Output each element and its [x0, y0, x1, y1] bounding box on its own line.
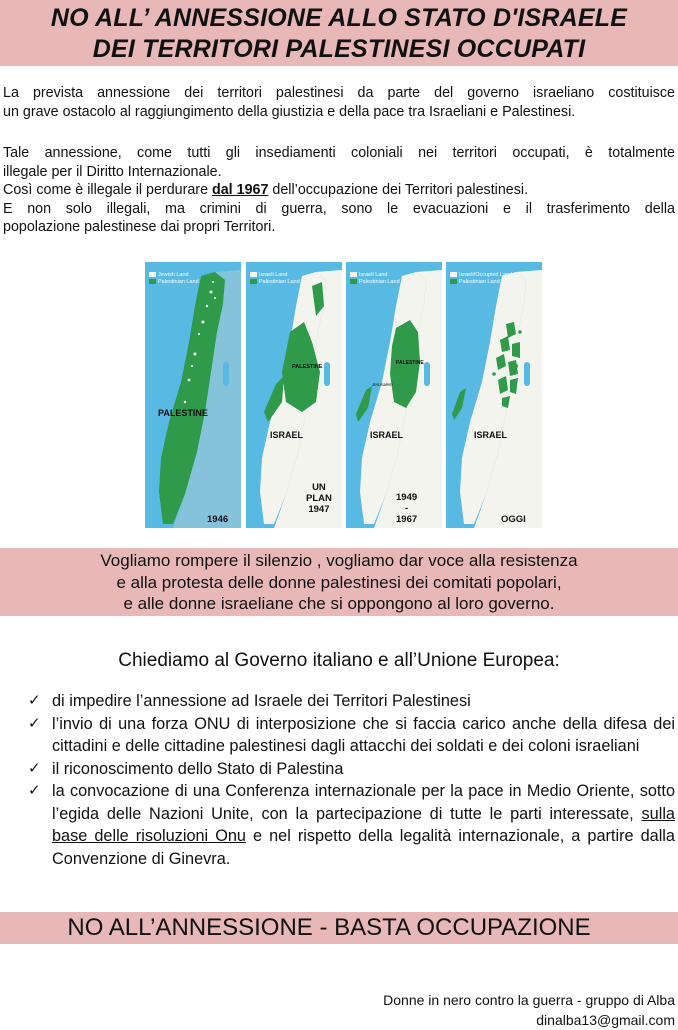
title-line-1: NO ALL’ ANNESSIONE ALLO STATO D'ISRAELE	[50, 4, 628, 32]
footer	[383, 990, 675, 1030]
demand-text: di impedire l’annessione ad Israele dei Territori Palestinesi	[52, 692, 471, 710]
demands-list	[0, 690, 678, 870]
checkmark-icon: ✓	[28, 714, 41, 732]
year-line: 1947	[308, 504, 330, 515]
legend-swatch-light	[149, 272, 156, 277]
legend-item	[149, 279, 199, 286]
legend-swatch-light	[350, 272, 357, 277]
legend-item	[149, 272, 199, 279]
legend-label: Israeli Land	[259, 272, 288, 278]
legend-label: Israeli Land	[359, 272, 388, 278]
demand-text: il riconoscimento dello Stato di Palestina	[52, 759, 344, 778]
legend-swatch-green	[350, 279, 357, 284]
map-label-palestine: PALESTINE	[158, 408, 208, 418]
map-legend	[450, 272, 512, 286]
legend-label: Palestinian Land	[459, 279, 500, 285]
checkmark-icon: ✓	[28, 782, 41, 799]
map-year: OGGI	[501, 514, 526, 525]
intro-p2-line-1: Tale annessione, come tutti gli insediamenti coloniali nei territori occupati, è totalmente	[3, 145, 675, 161]
map-inner-label: PALESTINE	[396, 360, 424, 366]
demand-text: e nel rispetto della legalità internazionale, a partire dalla Convenzione di Ginevra.	[52, 827, 675, 868]
legend-item	[450, 279, 512, 286]
footer-email: dinalba13@gmail.com	[536, 1012, 675, 1028]
demand-text: la convocazione di una Conferenza internazionale per la pace in Medio Oriente, sotto l’egida delle Nazioni Unite, con la partecipazione di tutte le parti interessate,	[52, 782, 675, 823]
intro-p2-line-4: E non solo illegali, ma crimini di guerra, sono le evacuazioni e il trasferimento della	[3, 200, 675, 217]
banner-line-3: e alle donne israeliane che si oppongono al loro governo.	[123, 594, 555, 613]
year-line: UN	[312, 482, 326, 493]
intro-paragraph-1	[3, 84, 675, 121]
demand-item	[0, 758, 678, 781]
map-1949-1967-graphic	[346, 262, 442, 528]
legend-item	[250, 272, 300, 279]
demand-text: l’invio di una forza ONU di interposizione che si faccia carico anche della difesa dei cittadini e delle cittadine palestinesi dagli attacchi dei soldati e dei coloni israeliani	[52, 714, 675, 755]
map-label-israel: ISRAEL	[370, 430, 404, 440]
map-oggi	[446, 262, 542, 528]
map-year	[396, 492, 417, 525]
legend-swatch-green	[250, 279, 257, 284]
legend-label: Jewish Land	[158, 272, 189, 278]
silence-banner	[0, 548, 678, 616]
legend-label: Palestinian Land	[158, 279, 199, 285]
year-line: 1967	[396, 514, 418, 525]
map-year: 1946	[207, 514, 229, 525]
map-legend	[250, 272, 300, 286]
map-inner-label: PALESTINE	[292, 364, 323, 370]
legend-swatch-green	[450, 279, 457, 284]
demand-item	[0, 690, 678, 713]
banner-line-1: Vogliamo rompere il silenzio , vogliamo dar voce alla resistenza	[100, 551, 578, 570]
map-legend	[149, 272, 199, 286]
intro-p2-line-2: illegale per il Diritto Internazionale.	[3, 163, 222, 180]
legend-label: Israeli/Occupied Land	[459, 272, 513, 278]
map-oggi-graphic	[446, 262, 542, 528]
map-label-israel: ISRAEL	[474, 430, 508, 440]
intro-p2-line-5: popolazione palestinese dai propri Territori.	[3, 219, 276, 235]
map-label-israel: ISRAEL	[270, 430, 304, 440]
map-jerusalem-label: Jerusalem	[372, 382, 393, 387]
legend-item	[450, 272, 512, 279]
checkmark-icon: ✓	[28, 759, 41, 777]
map-year	[306, 482, 332, 515]
map-1949-1967	[346, 262, 442, 528]
title-banner	[0, 0, 678, 66]
text-span: dell’occupazione dei Territori palestinesi.	[268, 182, 529, 198]
legend-label: Palestinian Land	[359, 279, 400, 285]
slogan-text: NO ALL’ANNESSIONE - BASTA OCCUPAZIONE	[67, 914, 591, 941]
legend-swatch-light	[450, 272, 457, 277]
demand-item	[0, 713, 678, 758]
map-1946-graphic	[145, 262, 241, 528]
checkmark-icon: ✓	[28, 692, 41, 709]
legend-item	[350, 279, 400, 286]
legend-swatch-green	[149, 279, 156, 284]
year-line: -	[404, 503, 409, 514]
map-legend	[350, 272, 400, 286]
date-1967-underlined: dal 1967	[212, 182, 269, 198]
demand-item	[0, 780, 678, 870]
demand-text-underlined: sulla base delle risoluzioni Onu	[52, 804, 675, 845]
footer-organization: Donne in nero contro la guerra - gruppo di Alba	[383, 992, 675, 1008]
intro-paragraph-2	[3, 144, 675, 237]
year-line: PLAN	[306, 493, 332, 504]
intro-p1-line-2: un grave ostacolo al raggiungimento della giustizia e della pace tra Israeliani e Palestinesi.	[3, 103, 576, 120]
legend-item	[350, 272, 400, 279]
slogan-banner	[0, 912, 678, 944]
year-line: 1949	[396, 492, 418, 503]
map-1947	[246, 262, 342, 528]
demands-heading: Chiediamo al Governo italiano e all’Unione Europea:	[118, 650, 560, 671]
banner-line-2: e alla protesta delle donne palestinesi dei comitati popolari,	[116, 572, 562, 592]
intro-p2-line-3	[3, 181, 675, 200]
legend-item	[250, 279, 300, 286]
legend-swatch-light	[250, 272, 257, 277]
land-loss-maps	[145, 262, 542, 528]
legend-label: Palestinian Land	[259, 279, 300, 285]
map-1946	[145, 262, 241, 528]
title-line-2: DEI TERRITORI PALESTINESI OCCUPATI	[92, 35, 586, 63]
intro-p1-line-1: La prevista annessione dei territori palestinesi da parte del governo israeliano costituisce	[3, 85, 675, 101]
text-span: Così come è illegale il perdurare	[3, 182, 212, 198]
